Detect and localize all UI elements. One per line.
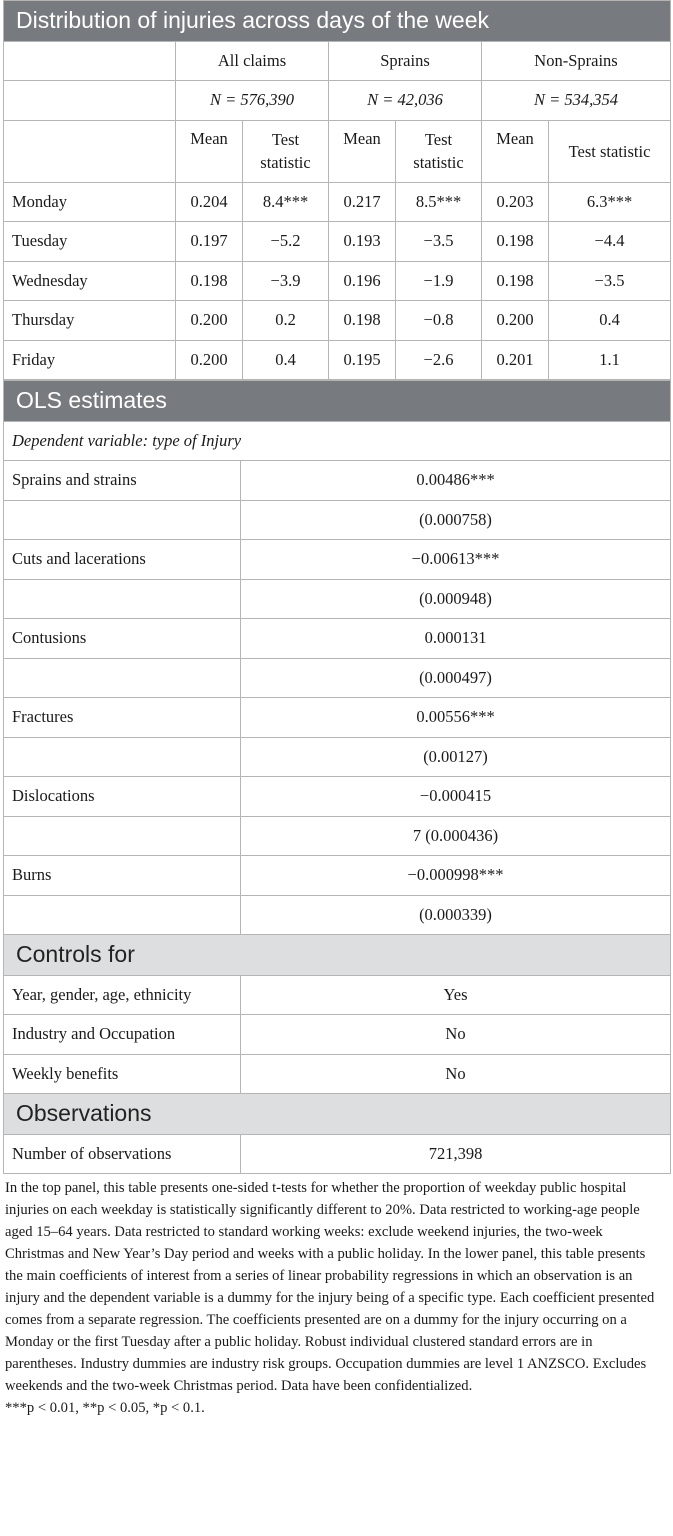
cell-value: 1.1 bbox=[549, 340, 671, 380]
table-row bbox=[4, 1054, 671, 1094]
table-row bbox=[4, 579, 671, 619]
cell-value: 0.195 bbox=[329, 340, 396, 380]
cell-value: −3.5 bbox=[396, 222, 482, 262]
cell-value: −2.6 bbox=[396, 340, 482, 380]
empty-cell bbox=[4, 737, 241, 777]
table-row bbox=[4, 737, 671, 777]
cell-value: 0.4 bbox=[243, 340, 329, 380]
coefficient: −0.000415 bbox=[241, 777, 671, 817]
cell-value: 0.198 bbox=[482, 222, 549, 262]
table-row bbox=[4, 540, 671, 580]
coefficient: −0.00613*** bbox=[241, 540, 671, 580]
empty-cell bbox=[4, 120, 176, 182]
group-header-all-claims: All claims bbox=[176, 41, 329, 81]
table-row bbox=[4, 975, 671, 1015]
cell-value: 6.3*** bbox=[549, 182, 671, 222]
empty-cell bbox=[4, 81, 176, 121]
n-sprains: N = 42,036 bbox=[329, 81, 482, 121]
table-row bbox=[4, 340, 671, 380]
significance-note: ***p < 0.01, **p < 0.05, *p < 0.1. bbox=[5, 1400, 205, 1416]
cell-value: 0.201 bbox=[482, 340, 549, 380]
row-label: Wednesday bbox=[4, 261, 176, 301]
col-mean: Mean bbox=[329, 120, 396, 182]
row-label: Dislocations bbox=[4, 777, 241, 817]
empty-cell bbox=[4, 895, 241, 935]
control-value: No bbox=[241, 1054, 671, 1094]
empty-cell bbox=[4, 41, 176, 81]
cell-value: −1.9 bbox=[396, 261, 482, 301]
section-title-ols: OLS estimates bbox=[4, 381, 671, 422]
cell-value: 0.217 bbox=[329, 182, 396, 222]
table-row bbox=[4, 619, 671, 659]
row-label: Contusions bbox=[4, 619, 241, 659]
table-row bbox=[4, 182, 671, 222]
coefficient: 0.00556*** bbox=[241, 698, 671, 738]
cell-value: −4.4 bbox=[549, 222, 671, 262]
coefficient: 0.00486*** bbox=[241, 461, 671, 501]
observations-value: 721,398 bbox=[241, 1134, 671, 1174]
cell-value: 0.193 bbox=[329, 222, 396, 262]
group-header-sprains: Sprains bbox=[329, 41, 482, 81]
table-row bbox=[4, 301, 671, 341]
cell-value: 8.4*** bbox=[243, 182, 329, 222]
row-label: Industry and Occupation bbox=[4, 1015, 241, 1055]
col-test-statistic: Test statistic bbox=[243, 120, 329, 182]
cell-value: 8.5*** bbox=[396, 182, 482, 222]
coefficient: 0.000131 bbox=[241, 619, 671, 659]
cell-value: −3.5 bbox=[549, 261, 671, 301]
table-row bbox=[4, 1015, 671, 1055]
table-row bbox=[4, 222, 671, 262]
cell-value: 0.2 bbox=[243, 301, 329, 341]
ols-estimates-table bbox=[3, 380, 671, 1174]
row-label: Thursday bbox=[4, 301, 176, 341]
section-title-distribution: Distribution of injuries across days of the week bbox=[4, 1, 671, 42]
empty-cell bbox=[4, 500, 241, 540]
col-mean: Mean bbox=[176, 120, 243, 182]
n-all-claims: N = 576,390 bbox=[176, 81, 329, 121]
section-title-observations: Observations bbox=[4, 1094, 671, 1135]
table-footnote bbox=[5, 1177, 665, 1419]
cell-value: 0.203 bbox=[482, 182, 549, 222]
table-row bbox=[4, 895, 671, 935]
empty-cell bbox=[4, 816, 241, 856]
table-row bbox=[4, 658, 671, 698]
standard-error: (0.000339) bbox=[241, 895, 671, 935]
cell-value: −0.8 bbox=[396, 301, 482, 341]
table-row bbox=[4, 816, 671, 856]
empty-cell bbox=[4, 579, 241, 619]
cell-value: 0.200 bbox=[176, 301, 243, 341]
group-header-non-sprains: Non-Sprains bbox=[482, 41, 671, 81]
table-row bbox=[4, 261, 671, 301]
cell-value: 0.204 bbox=[176, 182, 243, 222]
cell-value: 0.4 bbox=[549, 301, 671, 341]
cell-value: 0.197 bbox=[176, 222, 243, 262]
table-row bbox=[4, 500, 671, 540]
row-label: Weekly benefits bbox=[4, 1054, 241, 1094]
row-label: Fractures bbox=[4, 698, 241, 738]
row-label: Friday bbox=[4, 340, 176, 380]
standard-error: (0.000758) bbox=[241, 500, 671, 540]
table-row bbox=[4, 777, 671, 817]
cell-value: 0.200 bbox=[176, 340, 243, 380]
cell-value: 0.198 bbox=[482, 261, 549, 301]
table-row bbox=[4, 856, 671, 896]
footnote-text: In the top panel, this table presents one-sided t-tests for whether the proportion of weekday public hospital injuries on each weekday is statistically significantly different to 20%. Data restricted to working-age people aged 15–64 years. Data restricted to standard working weeks: exclude weekend injuries, the two-week Christmas and New Year’s Day period and weeks with a public holiday. In the lower panel, this table presents the main coefficients of interest from a series of linear probability regressions in which an observation is an injury and the dependent variable is a dummy for the injury being of a specific type. Each coefficient presented comes from a separate regression. The coefficients presented are on a dummy for the injury occurring on a Monday or the first Tuesday after a public holiday. Robust individual clustered standard errors are in parentheses. Industry dummies are industry risk groups. Occupation dummies are level 1 ANZSCO. Excludes weekends and the two-week Christmas period. Data have been confidentialized. bbox=[5, 1180, 655, 1394]
cell-value: 0.196 bbox=[329, 261, 396, 301]
row-label: Burns bbox=[4, 856, 241, 896]
col-test-statistic: Test statistic bbox=[549, 120, 671, 182]
row-label: Sprains and strains bbox=[4, 461, 241, 501]
control-value: No bbox=[241, 1015, 671, 1055]
section-title-controls: Controls for bbox=[4, 935, 671, 976]
row-label: Monday bbox=[4, 182, 176, 222]
cell-value: 0.198 bbox=[176, 261, 243, 301]
cell-value: −3.9 bbox=[243, 261, 329, 301]
standard-error: (0.000497) bbox=[241, 658, 671, 698]
cell-value: 0.200 bbox=[482, 301, 549, 341]
dependent-variable-label: Dependent variable: type of Injury bbox=[4, 421, 671, 461]
weekday-distribution-table bbox=[3, 0, 671, 380]
standard-error: 7 (0.000436) bbox=[241, 816, 671, 856]
standard-error: (0.000948) bbox=[241, 579, 671, 619]
n-non-sprains: N = 534,354 bbox=[482, 81, 671, 121]
col-mean: Mean bbox=[482, 120, 549, 182]
cell-value: 0.198 bbox=[329, 301, 396, 341]
empty-cell bbox=[4, 658, 241, 698]
table-row bbox=[4, 1134, 671, 1174]
cell-value: −5.2 bbox=[243, 222, 329, 262]
table-row bbox=[4, 698, 671, 738]
standard-error: (0.00127) bbox=[241, 737, 671, 777]
row-label: Number of observations bbox=[4, 1134, 241, 1174]
row-label: Cuts and lacerations bbox=[4, 540, 241, 580]
row-label: Tuesday bbox=[4, 222, 176, 262]
table-row bbox=[4, 461, 671, 501]
row-label: Year, gender, age, ethnicity bbox=[4, 975, 241, 1015]
col-test-statistic: Test statistic bbox=[396, 120, 482, 182]
control-value: Yes bbox=[241, 975, 671, 1015]
coefficient: −0.000998*** bbox=[241, 856, 671, 896]
